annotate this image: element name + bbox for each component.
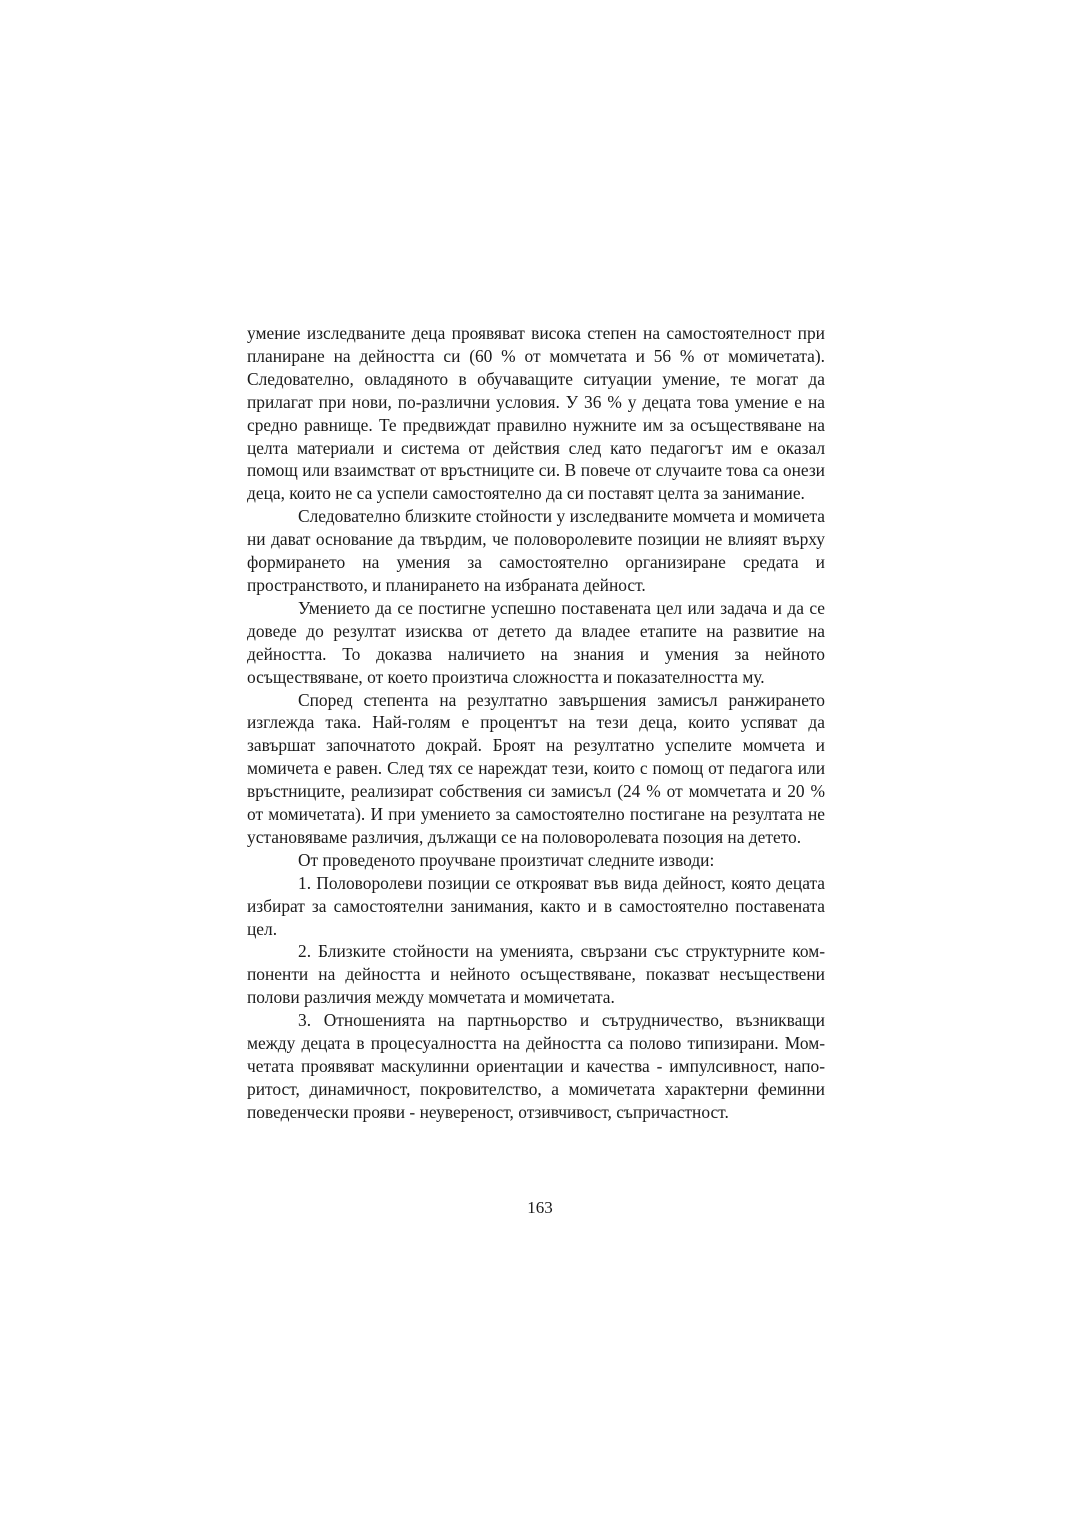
paragraph-4: Според степента на резултатно завършения замисъл ранжирането изглежда така. Най-голям е процентът на тези деца, които успяват да завършат започнатото докрай. Броят на резултатно успелите момчета и момичета е равен. След тях се нареждат тези, които с помощ от педагога или връстниците, реализират собствения си замисъл (24 % от момчетата и 20 % от момичетата). И при умението за самостоятелно постигане на резултата не установяваме различия, дължащи се на половоролевата позоция на детето.: [247, 689, 825, 847]
paragraph-1: умение изследваните деца проявяват висока степен на самостоятелност при планиране на дейността си (60 % от момчетата и 56 % от момичетата). Следователно, овладяното в обучаващите ситуации умение, те могат да прилагат при нови, по-различни условия. У 36 % у децата това умение е на средно равнище. Те предвиждат правилно нужните им за осъществяване на целта материали и система от действия след като педагогът им е оказал помощ или взаимстват от връстниците си. В повече от случаите това са онези деца, които не са успели самостоятелно да си поставят целта за занимание.: [247, 323, 825, 504]
conclusion-item-3: 3. Отношенията на партньорство и сътрудничество, възникващи между децата в процесуалността на дейността са полово типизирани. Момчетата проявяват маскулинни ориентации и качества - импулсивност, напоритост, динамичност, покровителство, а момичетата характерни феминни поведенчески прояви - неувереност, отзивчивост, съпричастност.: [247, 1010, 825, 1122]
paragraph-5: От проведеното проучване произтичат следните изводи:: [298, 849, 715, 870]
paragraph-3: Умението да се постигне успешно поставената цел или задача и да се доведе до резултат изисква от детето да владее етапите на развитие на дейността. То доказва наличието на знания и умения за нейното осъществяване, от което произтича сложността и показателността му.: [247, 597, 825, 687]
page-number: 163: [527, 1198, 553, 1217]
conclusion-item-2: 2. Близките стойности на уменията, свързани със структурните компоненти на дейността и нейното осъществяване, показват несъществени полови различия между момчетата и момичетата.: [247, 941, 825, 1008]
body-text: [247, 322, 825, 1124]
paragraph-2: Следователно близките стойности у изследваните момчета и момичета ни дават основание да твърдим, че половоролевите позиции не влияят върху формирането на умения за самостоятелно организиране средата и пространството, и планирането на избраната дейност.: [247, 506, 825, 595]
conclusion-item-1: 1. Половоролеви позиции се открояват във вида дейност, която децата избират за самостоятелни занимания, както и в самостоятелно поставената цел.: [247, 872, 825, 939]
